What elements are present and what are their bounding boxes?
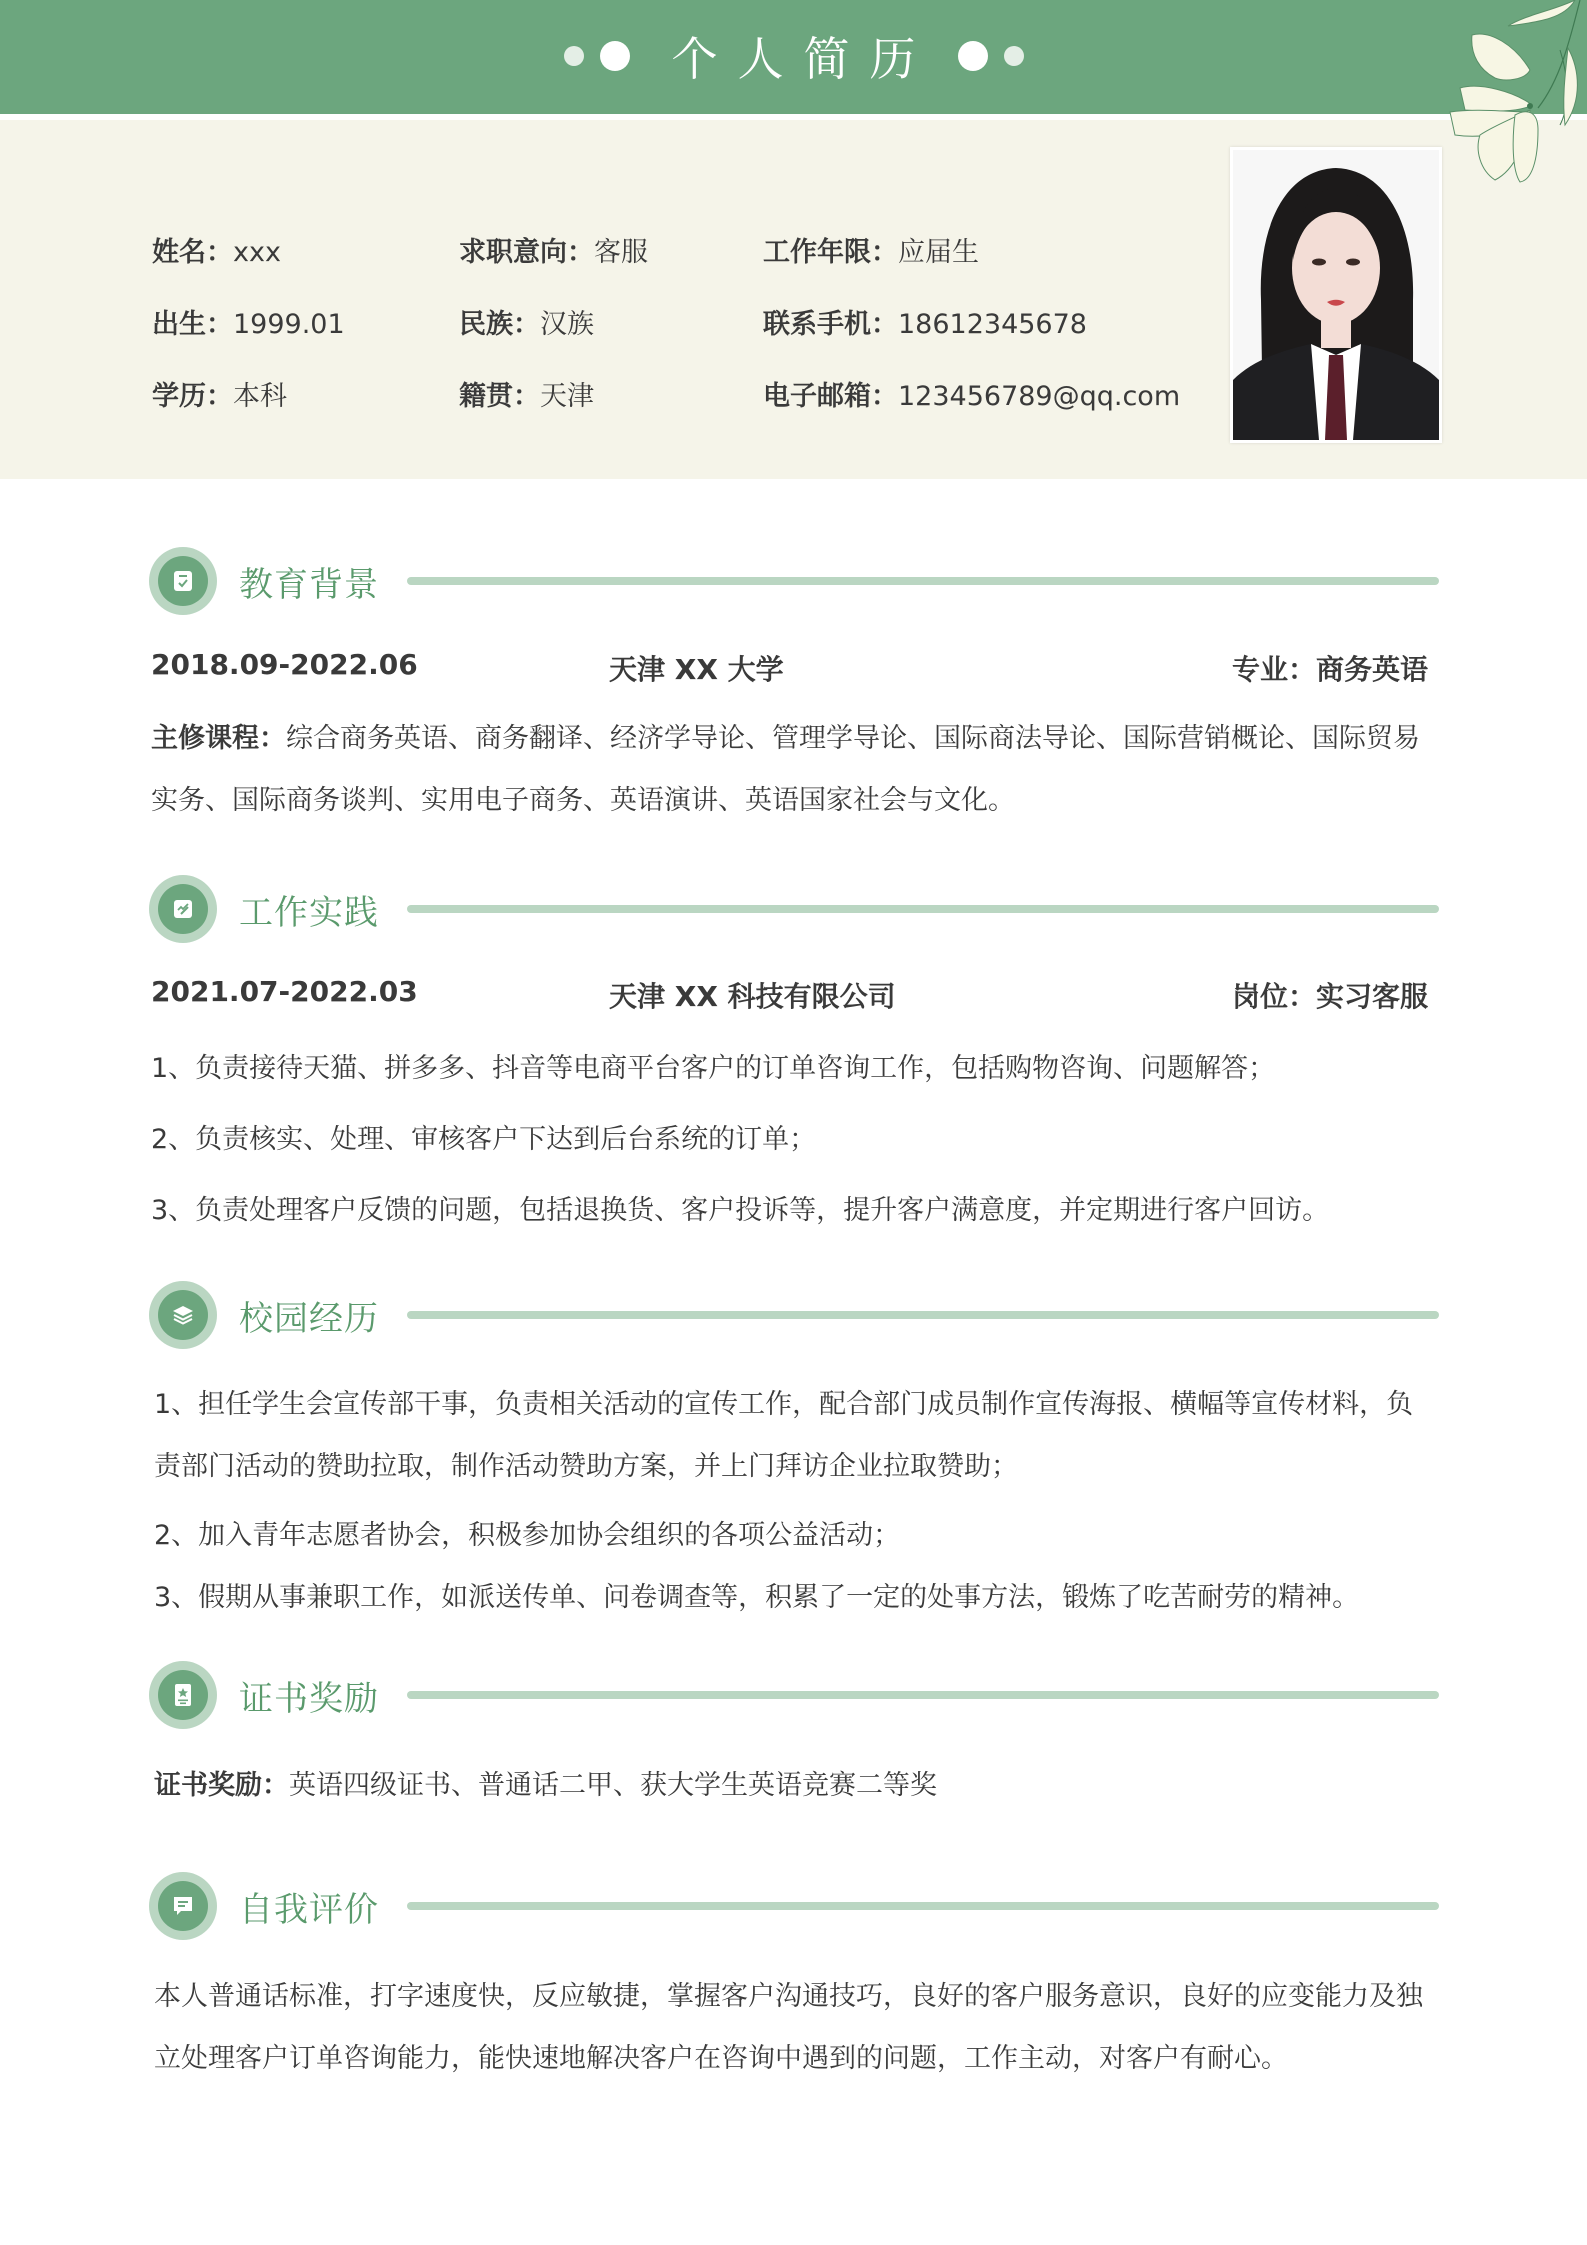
- section-title: 自我评价: [239, 1889, 379, 1930]
- chat-icon: [172, 1895, 194, 1917]
- section-icon-ring: [149, 1661, 217, 1729]
- info-email: 电子邮箱：123456789@qq.com: [763, 381, 1181, 412]
- edit-note-icon: [172, 898, 194, 920]
- info-name: 姓名：xxx: [152, 237, 281, 268]
- section-title: 教育背景: [239, 564, 379, 605]
- campus-item: 3、假期从事兼职工作，如派送传单、问卷调查等，积累了一定的处事方法，锻炼了吃苦耐劳的精神。: [154, 1582, 1360, 1613]
- certificate-icon: [173, 1683, 193, 1707]
- header-title-wrap: [564, 23, 1024, 89]
- work-position: 岗位：实习客服: [1231, 980, 1428, 1013]
- dot-icon: [1004, 46, 1024, 66]
- certificates-text: 证书奖励：英语四级证书、普通话二甲、获大学生英语竞赛二等奖: [154, 1770, 937, 1801]
- info-objective: 求职意向：客服: [459, 237, 648, 268]
- campus-item: 1、担任学生会宣传部干事，负责相关活动的宣传工作，配合部门成员制作宣传海报、横幅等宣传材料，负责部门活动的赞助拉取，制作活动赞助方案，并上门拜访企业拉取赞助；: [154, 1389, 1414, 1482]
- section-icon-ring: [149, 547, 217, 615]
- info-phone: 联系手机：18612345678: [763, 309, 1087, 340]
- decorative-dots-right: [958, 41, 1024, 71]
- page-title: 个人简历: [671, 32, 936, 86]
- courses-text: 综合商务英语、商务翻译、经济学导论、管理学导论、国际商法导论、国际营销概论、国际贸易实务、国际商务谈判、实用电子商务、英语演讲、英语国家社会与文化。: [151, 723, 1420, 816]
- section-title: 校园经历: [239, 1298, 379, 1339]
- work-item: 1、负责接待天猫、拼多多、抖音等电商平台客户的订单咨询工作，包括购物咨询、问题解答；: [151, 1053, 1276, 1084]
- work-company: 天津 XX 科技有限公司: [609, 980, 896, 1013]
- section-divider: [407, 905, 1439, 913]
- section-title: 证书奖励: [239, 1678, 379, 1719]
- section-header-certificates: [149, 1660, 1439, 1730]
- profile-photo: [1233, 150, 1439, 440]
- clipboard-check-icon: [172, 570, 194, 592]
- info-ethnicity: 民族：汉族: [459, 309, 594, 340]
- section-title: 工作实践: [239, 892, 379, 933]
- education-courses: [151, 708, 1441, 832]
- work-item: 2、负责核实、处理、审核客户下达到后台系统的订单；: [151, 1124, 817, 1155]
- dot-icon: [958, 41, 988, 71]
- section-header-work: [149, 874, 1439, 944]
- info-birth: 出生：1999.01: [152, 309, 345, 340]
- campus-item: 2、加入青年志愿者协会，积极参加协会组织的各项公益活动；: [154, 1520, 901, 1551]
- section-header-self-evaluation: [149, 1871, 1439, 1941]
- section-header-campus: [149, 1280, 1439, 1350]
- self-evaluation-text: 本人普通话标准，打字速度快，反应敏捷，掌握客户沟通技巧，良好的客户服务意识，良好的应变能力及独立处理客户订单咨询能力，能快速地解决客户在咨询中遇到的问题，工作主动，对客户有耐心。: [154, 1981, 1423, 2074]
- education-period: 2018.09-2022.06: [151, 648, 418, 681]
- section-divider: [407, 1691, 1439, 1699]
- profile-photo-frame: [1230, 147, 1442, 443]
- info-education: 学历：本科: [152, 381, 287, 412]
- education-summary-row: [151, 648, 1428, 688]
- info-hometown: 籍贯：天津: [459, 381, 594, 412]
- work-summary-row: [151, 975, 1428, 1015]
- section-icon-ring: [149, 875, 217, 943]
- education-school: 天津 XX 大学: [609, 653, 784, 686]
- work-period: 2021.07-2022.03: [151, 975, 418, 1008]
- section-header-education: [149, 546, 1439, 616]
- section-divider: [407, 577, 1439, 585]
- header-bar: [0, 0, 1587, 114]
- section-divider: [407, 1311, 1439, 1319]
- certificates-label: 证书奖励：: [154, 1770, 289, 1801]
- info-experience-years: 工作年限：应届生: [763, 237, 979, 268]
- dot-icon: [600, 41, 630, 71]
- education-major: 专业：商务英语: [1231, 653, 1428, 686]
- section-divider: [407, 1902, 1439, 1910]
- floral-decoration-icon: [1420, 0, 1587, 200]
- work-item: 3、负责处理客户反馈的问题，包括退换货、客户投诉等，提升客户满意度，并定期进行客户回访。: [151, 1195, 1330, 1226]
- decorative-dots-left: [564, 41, 630, 71]
- courses-label: 主修课程：: [151, 723, 286, 754]
- dot-icon: [564, 46, 584, 66]
- layers-icon: [171, 1304, 195, 1326]
- section-icon-ring: [149, 1872, 217, 1940]
- section-icon-ring: [149, 1281, 217, 1349]
